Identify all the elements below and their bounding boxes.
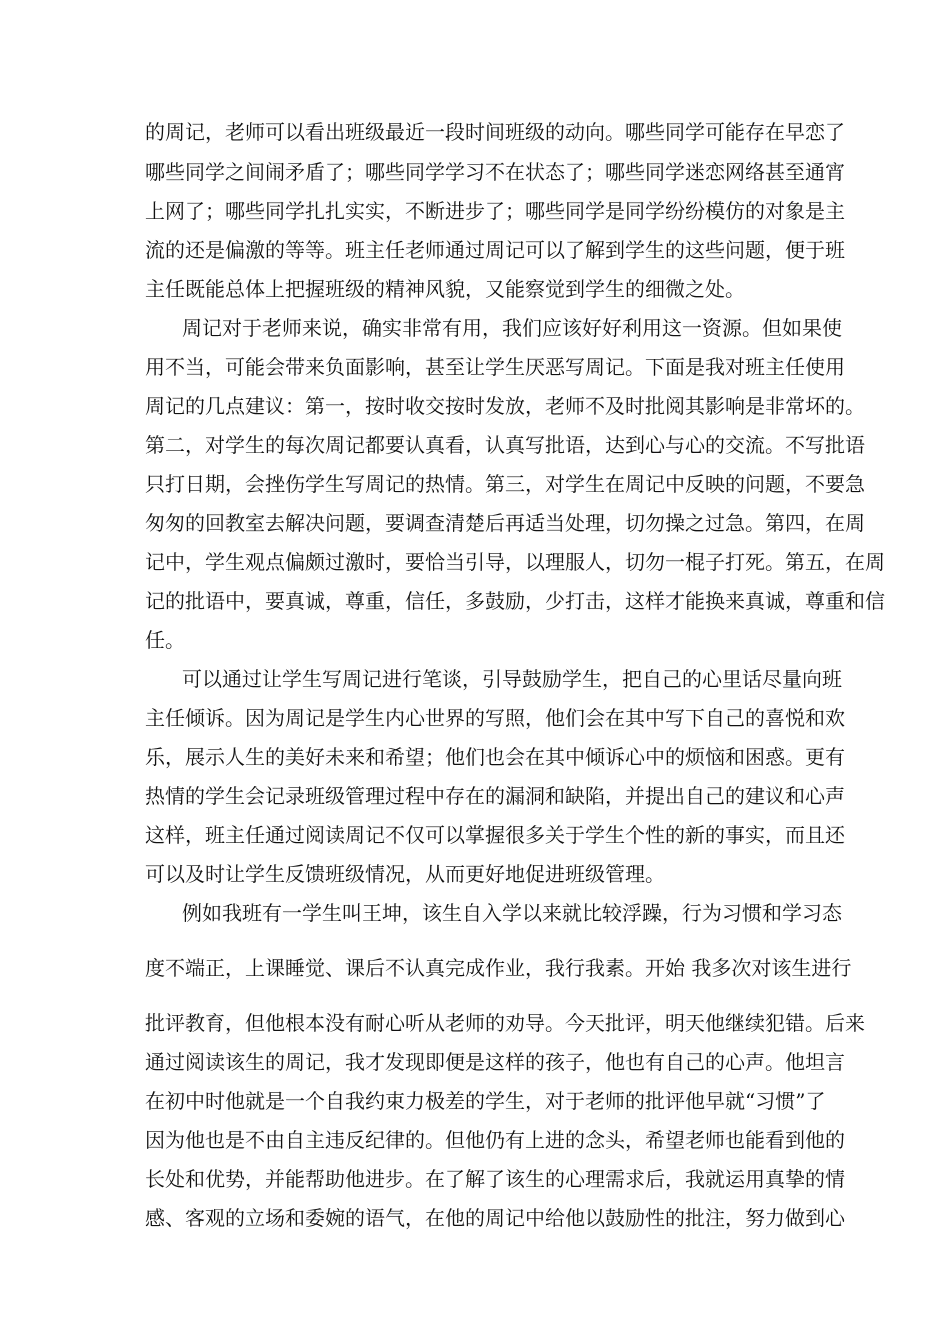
text-line: 记的批语中，要真诚，尊重，信任，多鼓励，少打击，这样才能换来真诚，尊重和信 (145, 589, 885, 613)
text-line: 用不当，可能会带来负面影响，甚至让学生厌恶写周记。下面是我对班主任使用 (145, 355, 845, 379)
text-line: 长处和优势，并能帮助他进步。在了解了该生的心理需求后，我就运用真挚的情 (145, 1167, 845, 1191)
text-line: 在初中时他就是一个自我约束力极差的学生，对于老师的批评他早就“习惯”了 (145, 1089, 826, 1113)
text-line: 哪些同学之间闹矛盾了；哪些同学学习不在状态了；哪些同学迷恋网络甚至通宵 (145, 160, 845, 184)
text-line: 通过阅读该生的周记，我才发现即便是这样的孩子，他也有自己的心声。他坦言 (145, 1050, 845, 1074)
text-line: 流的还是偏激的等等。班主任老师通过周记可以了解到学生的这些问题，便于班 (145, 238, 845, 262)
text-line: 可以及时让学生反馈班级情况，从而更好地促进班级管理。 (145, 862, 665, 886)
text-line: 因为他也是不由自主违反纪律的。但他仍有上进的念头，希望老师也能看到他的 (145, 1128, 845, 1152)
text-line: 上网了；哪些同学扎扎实实，不断进步了；哪些同学是同学纷纷模仿的对象是主 (145, 199, 845, 223)
text-line: 周记的几点建议：第一，按时收交按时发放，老师不及时批阅其影响是非常坏的。 (145, 394, 865, 418)
text-line: 热情的学生会记录班级管理过程中存在的漏洞和缺陷，并提出自己的建议和心声 (145, 784, 845, 808)
paragraph-first-line: 可以通过让学生写周记进行笔谈，引导鼓励学生，把自己的心里话尽量向班 (182, 667, 842, 691)
text-line: 乐，展示人生的美好未来和希望；他们也会在其中倾诉心中的烦恼和困惑。更有 (145, 745, 845, 769)
text-line: 匆匆的回教室去解决问题，要调查清楚后再适当处理，切勿操之过急。第四，在周 (145, 511, 865, 535)
text-line: 主任倾诉。因为周记是学生内心世界的写照，他们会在其中写下自己的喜悦和欢 (145, 706, 845, 730)
text-line: 这样，班主任通过阅读周记不仅可以掌握很多关于学生个性的新的事实，而且还 (145, 823, 845, 847)
text-line: 度不端正，上课睡觉、课后不认真完成作业，我行我素。开始 我多次对该生进行 (145, 956, 852, 980)
text-line: 只打日期，会挫伤学生写周记的热情。第三，对学生在周记中反映的问题，不要急 (145, 472, 865, 496)
text-line: 主任既能总体上把握班级的精神风貌，又能察觉到学生的细微之处。 (145, 277, 745, 301)
text-line: 任。 (145, 628, 185, 652)
text-line: 第二，对学生的每次周记都要认真看，认真写批语，达到心与心的交流。不写批语 (145, 433, 865, 457)
paragraph-first-line: 例如我班有一学生叫王坤，该生自入学以来就比较浮躁，行为习惯和学习态 (182, 901, 842, 925)
paragraph-first-line: 周记对于老师来说，确实非常有用，我们应该好好利用这一资源。但如果使 (182, 316, 842, 340)
text-line: 记中，学生观点偏颇过激时，要恰当引导，以理服人，切勿一棍子打死。第五，在周 (145, 550, 885, 574)
text-line: 的周记，老师可以看出班级最近一段时间班级的动向。哪些同学可能存在早恋了 (145, 120, 845, 144)
text-line: 感、客观的立场和委婉的语气，在他的周记中给他以鼓励性的批注，努力做到心 (145, 1206, 845, 1230)
text-line: 批评教育，但他根本没有耐心听从老师的劝导。今天批评，明天他继续犯错。后来 (145, 1011, 865, 1035)
